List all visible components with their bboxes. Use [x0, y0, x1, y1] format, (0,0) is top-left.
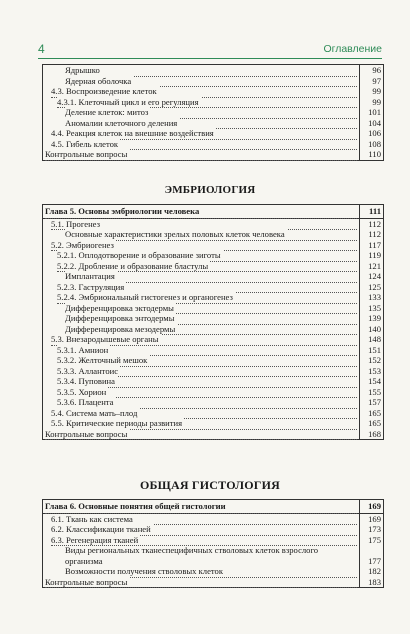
toc-entry-text: Аномалии клеточного деления: [65, 117, 178, 128]
toc-entry-text: 5.3.6. Плацента: [57, 397, 114, 407]
toc-entry-page: 124: [359, 271, 383, 282]
toc-entry: [43, 219, 383, 230]
toc-entry-page: 154: [359, 376, 383, 387]
toc-entry: [43, 429, 383, 440]
toc-entry: [43, 118, 383, 129]
toc-entry-page: 182: [359, 566, 383, 577]
toc-entry-page: 148: [359, 334, 383, 345]
toc-entry-page: 165: [359, 408, 383, 419]
toc-entry-page: 101: [359, 107, 383, 118]
toc-entry: [43, 313, 383, 324]
toc-entry-text: Основные характеристики зрелых половых клеток человека: [65, 229, 285, 239]
toc-entry-page: 119: [359, 250, 383, 261]
toc-entry-page: 99: [359, 86, 383, 97]
toc-entry-page: 169: [359, 500, 383, 513]
toc-entry-text: Возможности получения стволовых клеток: [65, 566, 223, 576]
toc-entry-text: 5.2.2. Дробление и образование бластулы: [57, 260, 209, 271]
toc-entry-text: 4.3. Воспроизведение клеток: [51, 86, 157, 96]
toc-entry-text: 5.3.5. Хорион: [57, 386, 107, 397]
toc-entry-page: 152: [359, 355, 383, 366]
toc-entry-text: 4.3.1. Клеточный цикл и его регуляция: [57, 96, 199, 107]
toc-entry: [43, 345, 383, 356]
toc-entry-text: 4.5. Гибель клеток: [51, 138, 119, 149]
section-title-general-histology: ОБЩАЯ ГИСТОЛОГИЯ: [139, 478, 281, 492]
toc-entry-text: 4.4. Реакция клеток на внешние воздействия: [51, 128, 214, 138]
toc-entry-text: Виды региональных тканеспецифичных стволовых клеток взрослого организма: [65, 545, 319, 566]
toc-entry-page: 117: [359, 240, 383, 251]
toc-entry-label: [45, 500, 357, 514]
toc-entry: [43, 97, 383, 108]
toc-entry: [43, 408, 383, 419]
toc-entry-text: Ядрышко: [65, 65, 100, 75]
toc-entry-page: 175: [359, 535, 383, 546]
toc-entry: [43, 500, 383, 514]
toc-entry-text: 5.3.2. Желточный мешок: [57, 355, 148, 365]
toc-entry-page: 165: [359, 418, 383, 429]
toc-entry-page: 99: [359, 97, 383, 108]
toc-entry: [43, 282, 383, 293]
toc-entry: [43, 387, 383, 398]
toc-entry: [43, 366, 383, 377]
toc-entry: [43, 535, 383, 546]
toc-entry: [43, 397, 383, 408]
toc-entry: [43, 240, 383, 251]
toc-entry-page: 139: [359, 313, 383, 324]
toc-entry-page: 106: [359, 128, 383, 139]
toc-entry: [43, 229, 383, 240]
toc-entry-page: 157: [359, 397, 383, 408]
toc-entry-page: 96: [359, 65, 383, 76]
toc-entry: [43, 355, 383, 366]
toc-entry-label: [65, 545, 357, 566]
toc-entry-text: 5.2.3. Гаструляция: [57, 281, 125, 292]
toc-entry-page: 133: [359, 292, 383, 303]
toc-entry-text: 5.3.1. Амнион: [57, 344, 109, 355]
toc-entry-page: 125: [359, 282, 383, 293]
toc-entry: [43, 205, 383, 219]
toc-entry-text: 5.3.3. Аллантоис: [57, 365, 119, 376]
toc-entry: [43, 292, 383, 303]
toc-entry-text: Контрольные вопросы: [45, 576, 128, 587]
toc-entry: [43, 128, 383, 139]
toc-table-general-histology: [42, 499, 384, 588]
toc-entry-text: Имплантация: [65, 271, 115, 281]
toc-entry-text: Дифференцировка эктодермы: [65, 302, 174, 313]
toc-entry-page: 112: [359, 229, 383, 240]
toc-entry: [43, 76, 383, 87]
toc-entry: [43, 334, 383, 345]
page-number: 4: [38, 42, 45, 56]
toc-entry-text: 5.5. Критические периоды развития: [51, 418, 183, 428]
toc-entry-page: 153: [359, 366, 383, 377]
section-title-embryology: ЭМБРИОЛОГИЯ: [164, 184, 256, 196]
toc-entry-text: Деление клеток: митоз: [65, 107, 149, 117]
toc-entry-text: Дифференцировка мезодермы: [65, 323, 176, 334]
toc-entry-text: 5.3. Внезародышевые органы: [51, 334, 159, 344]
toc-entry-text: 5.2. Эмбриогенез: [51, 239, 114, 250]
toc-entry-text: 6.3. Регенерация тканей: [51, 534, 139, 545]
running-title: Оглавление: [323, 43, 382, 55]
toc-entry: [43, 261, 383, 272]
toc-entry-text: Контрольные вопросы: [45, 428, 128, 439]
toc-table-cell-biology: [42, 64, 384, 161]
toc-entry-text: 6.1. Ткань как система: [51, 513, 133, 524]
toc-entry-text: Контрольные вопросы: [45, 149, 128, 159]
toc-entry: [43, 86, 383, 97]
toc-entry: [43, 139, 383, 150]
toc-entry: [43, 324, 383, 335]
toc-entry-page: 108: [359, 139, 383, 150]
toc-entry: [43, 303, 383, 314]
toc-entry-label: [45, 429, 357, 441]
toc-entry: [43, 524, 383, 535]
toc-entry: [43, 149, 383, 160]
toc-entry: [43, 545, 383, 566]
toc-entry-page: 140: [359, 324, 383, 335]
running-header: [38, 42, 382, 58]
toc-entry-text: Ядерная оболочка: [65, 75, 132, 86]
toc-entry-page: 168: [359, 429, 383, 440]
toc-entry: [43, 107, 383, 118]
toc-entry-page: 110: [359, 149, 383, 160]
toc-entry: [43, 271, 383, 282]
toc-entry-label: [45, 149, 357, 161]
toc-entry-label: [45, 205, 357, 219]
toc-entry-text: Дифференцировка энтодермы: [65, 313, 175, 323]
toc-entry-page: 135: [359, 303, 383, 314]
toc-entry-text: 6.2. Классификации тканей: [51, 524, 151, 534]
toc-entry-page: 111: [359, 205, 383, 218]
toc-entry-text: Глава 5. Основы эмбриологии человека: [45, 206, 200, 216]
toc-entry-text: 5.1. Прогенез: [51, 218, 100, 229]
toc-entry-text: 5.2.4. Эмбриональный гистогенез и органогенез: [57, 292, 233, 302]
toc-entry-text: 5.2.1. Оплодотворение и образование зиготы: [57, 250, 221, 260]
toc-entry-text: 5.3.4. Пуповина: [57, 376, 115, 386]
toc-entry: [43, 566, 383, 577]
toc-entry: [43, 376, 383, 387]
toc-table-embryology: [42, 204, 384, 440]
toc-entry-page: 173: [359, 524, 383, 535]
toc-entry-text: Глава 6. Основные понятия общей гистологии: [45, 501, 226, 511]
toc-entry: [43, 65, 383, 76]
toc-entry-text: 5.4. Система мать–плод: [51, 407, 138, 418]
toc-entry-page: 169: [359, 514, 383, 525]
toc-entry: [43, 250, 383, 261]
toc-entry-page: 121: [359, 261, 383, 272]
toc-entry: [43, 418, 383, 429]
toc-entry-page: 151: [359, 345, 383, 356]
toc-entry: [43, 514, 383, 525]
toc-entry-page: 97: [359, 76, 383, 87]
header-rule: [38, 58, 382, 59]
toc-entry-page: 183: [359, 577, 383, 588]
toc-entry-page: 104: [359, 118, 383, 129]
toc-entry-label: [45, 577, 357, 589]
toc-entry-page: 155: [359, 387, 383, 398]
toc-entry: [43, 577, 383, 588]
toc-entry-page: 112: [359, 219, 383, 230]
toc-entry-page: 177: [359, 545, 383, 566]
